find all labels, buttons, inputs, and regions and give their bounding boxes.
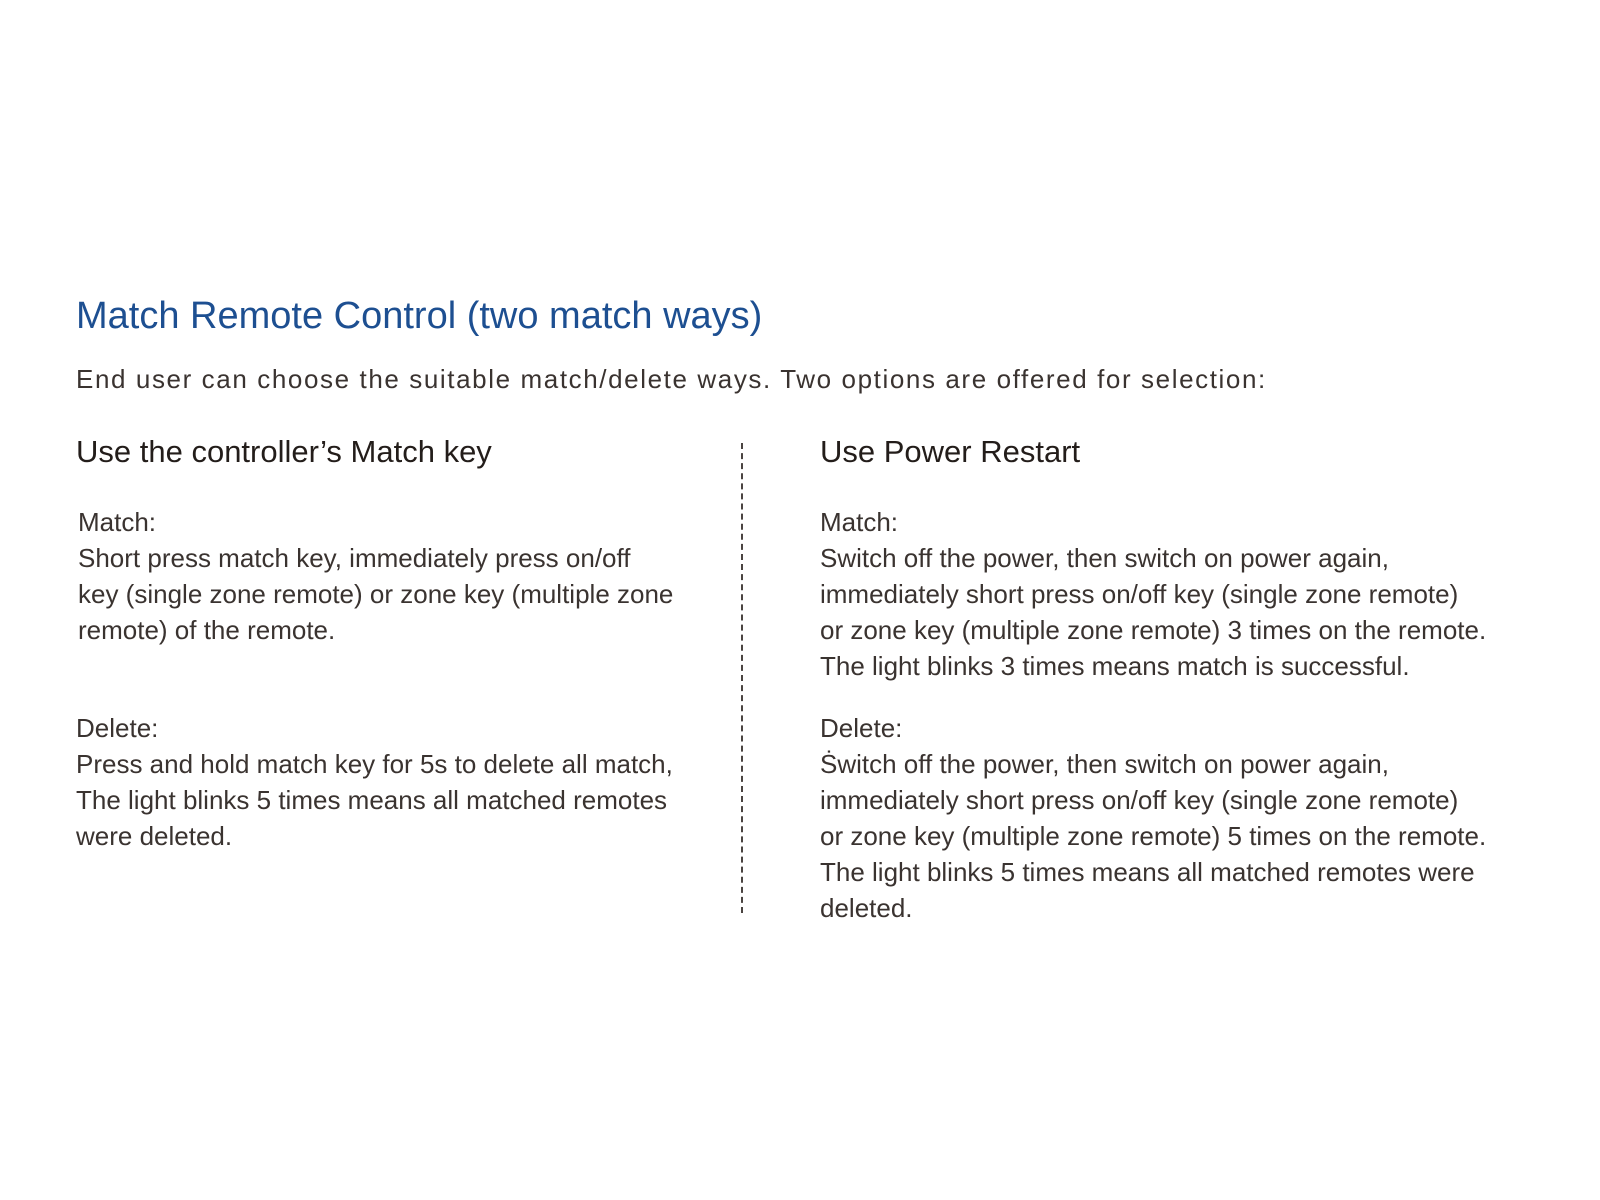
match-key-delete-section — [76, 710, 673, 854]
text-line: key (single zone remote) or zone key (multiple zone — [78, 579, 674, 609]
power-restart-match-section — [820, 504, 1486, 684]
power-restart-delete-label: Delete: — [820, 713, 903, 743]
match-key-heading: Use the controller’s Match key — [76, 434, 492, 469]
text-line: immediately short press on/off key (single zone remote) — [820, 579, 1459, 609]
column-divider — [741, 443, 743, 913]
text-line: Switch off the power, then switch on power again, — [820, 543, 1389, 573]
power-restart-match-label: Match: — [820, 507, 899, 537]
power-restart-column — [820, 432, 1520, 923]
power-restart-delete-section — [820, 710, 1486, 926]
text-line: Ṡwitch off the power, then switch on power again, — [820, 749, 1389, 779]
page-title: Match Remote Control (two match ways) — [76, 295, 763, 337]
match-key-delete-label: Delete: — [76, 713, 159, 743]
text-line: or zone key (multiple zone remote) 3 times on the remote. — [820, 615, 1487, 645]
text-line: or zone key (multiple zone remote) 5 times on the remote. — [820, 821, 1487, 851]
text-line: immediately short press on/off key (single zone remote) — [820, 785, 1459, 815]
text-line: The light blinks 3 times means match is successful. — [820, 651, 1410, 681]
power-restart-delete-text — [820, 746, 1486, 926]
text-line: were deleted. — [76, 821, 233, 851]
text-line: The light blinks 5 times means all matched remotes — [76, 785, 668, 815]
power-restart-match-text — [820, 540, 1486, 684]
intro-text: End user can choose the suitable match/delete ways. Two options are offered for selection: — [76, 364, 1267, 394]
text-line: deleted. — [820, 893, 913, 923]
match-key-match-text — [78, 540, 673, 648]
match-key-column — [76, 432, 716, 851]
text-line: The light blinks 5 times means all matched remotes were — [820, 857, 1475, 887]
match-key-match-label: Match: — [78, 507, 157, 537]
match-key-match-section — [78, 504, 673, 648]
text-line: Short press match key, immediately press on/off — [78, 543, 631, 573]
text-line: remote) of the remote. — [78, 615, 336, 645]
match-key-delete-text — [76, 746, 673, 854]
text-line: Press and hold match key for 5s to delete all match, — [76, 749, 673, 779]
power-restart-heading: Use Power Restart — [820, 434, 1081, 469]
